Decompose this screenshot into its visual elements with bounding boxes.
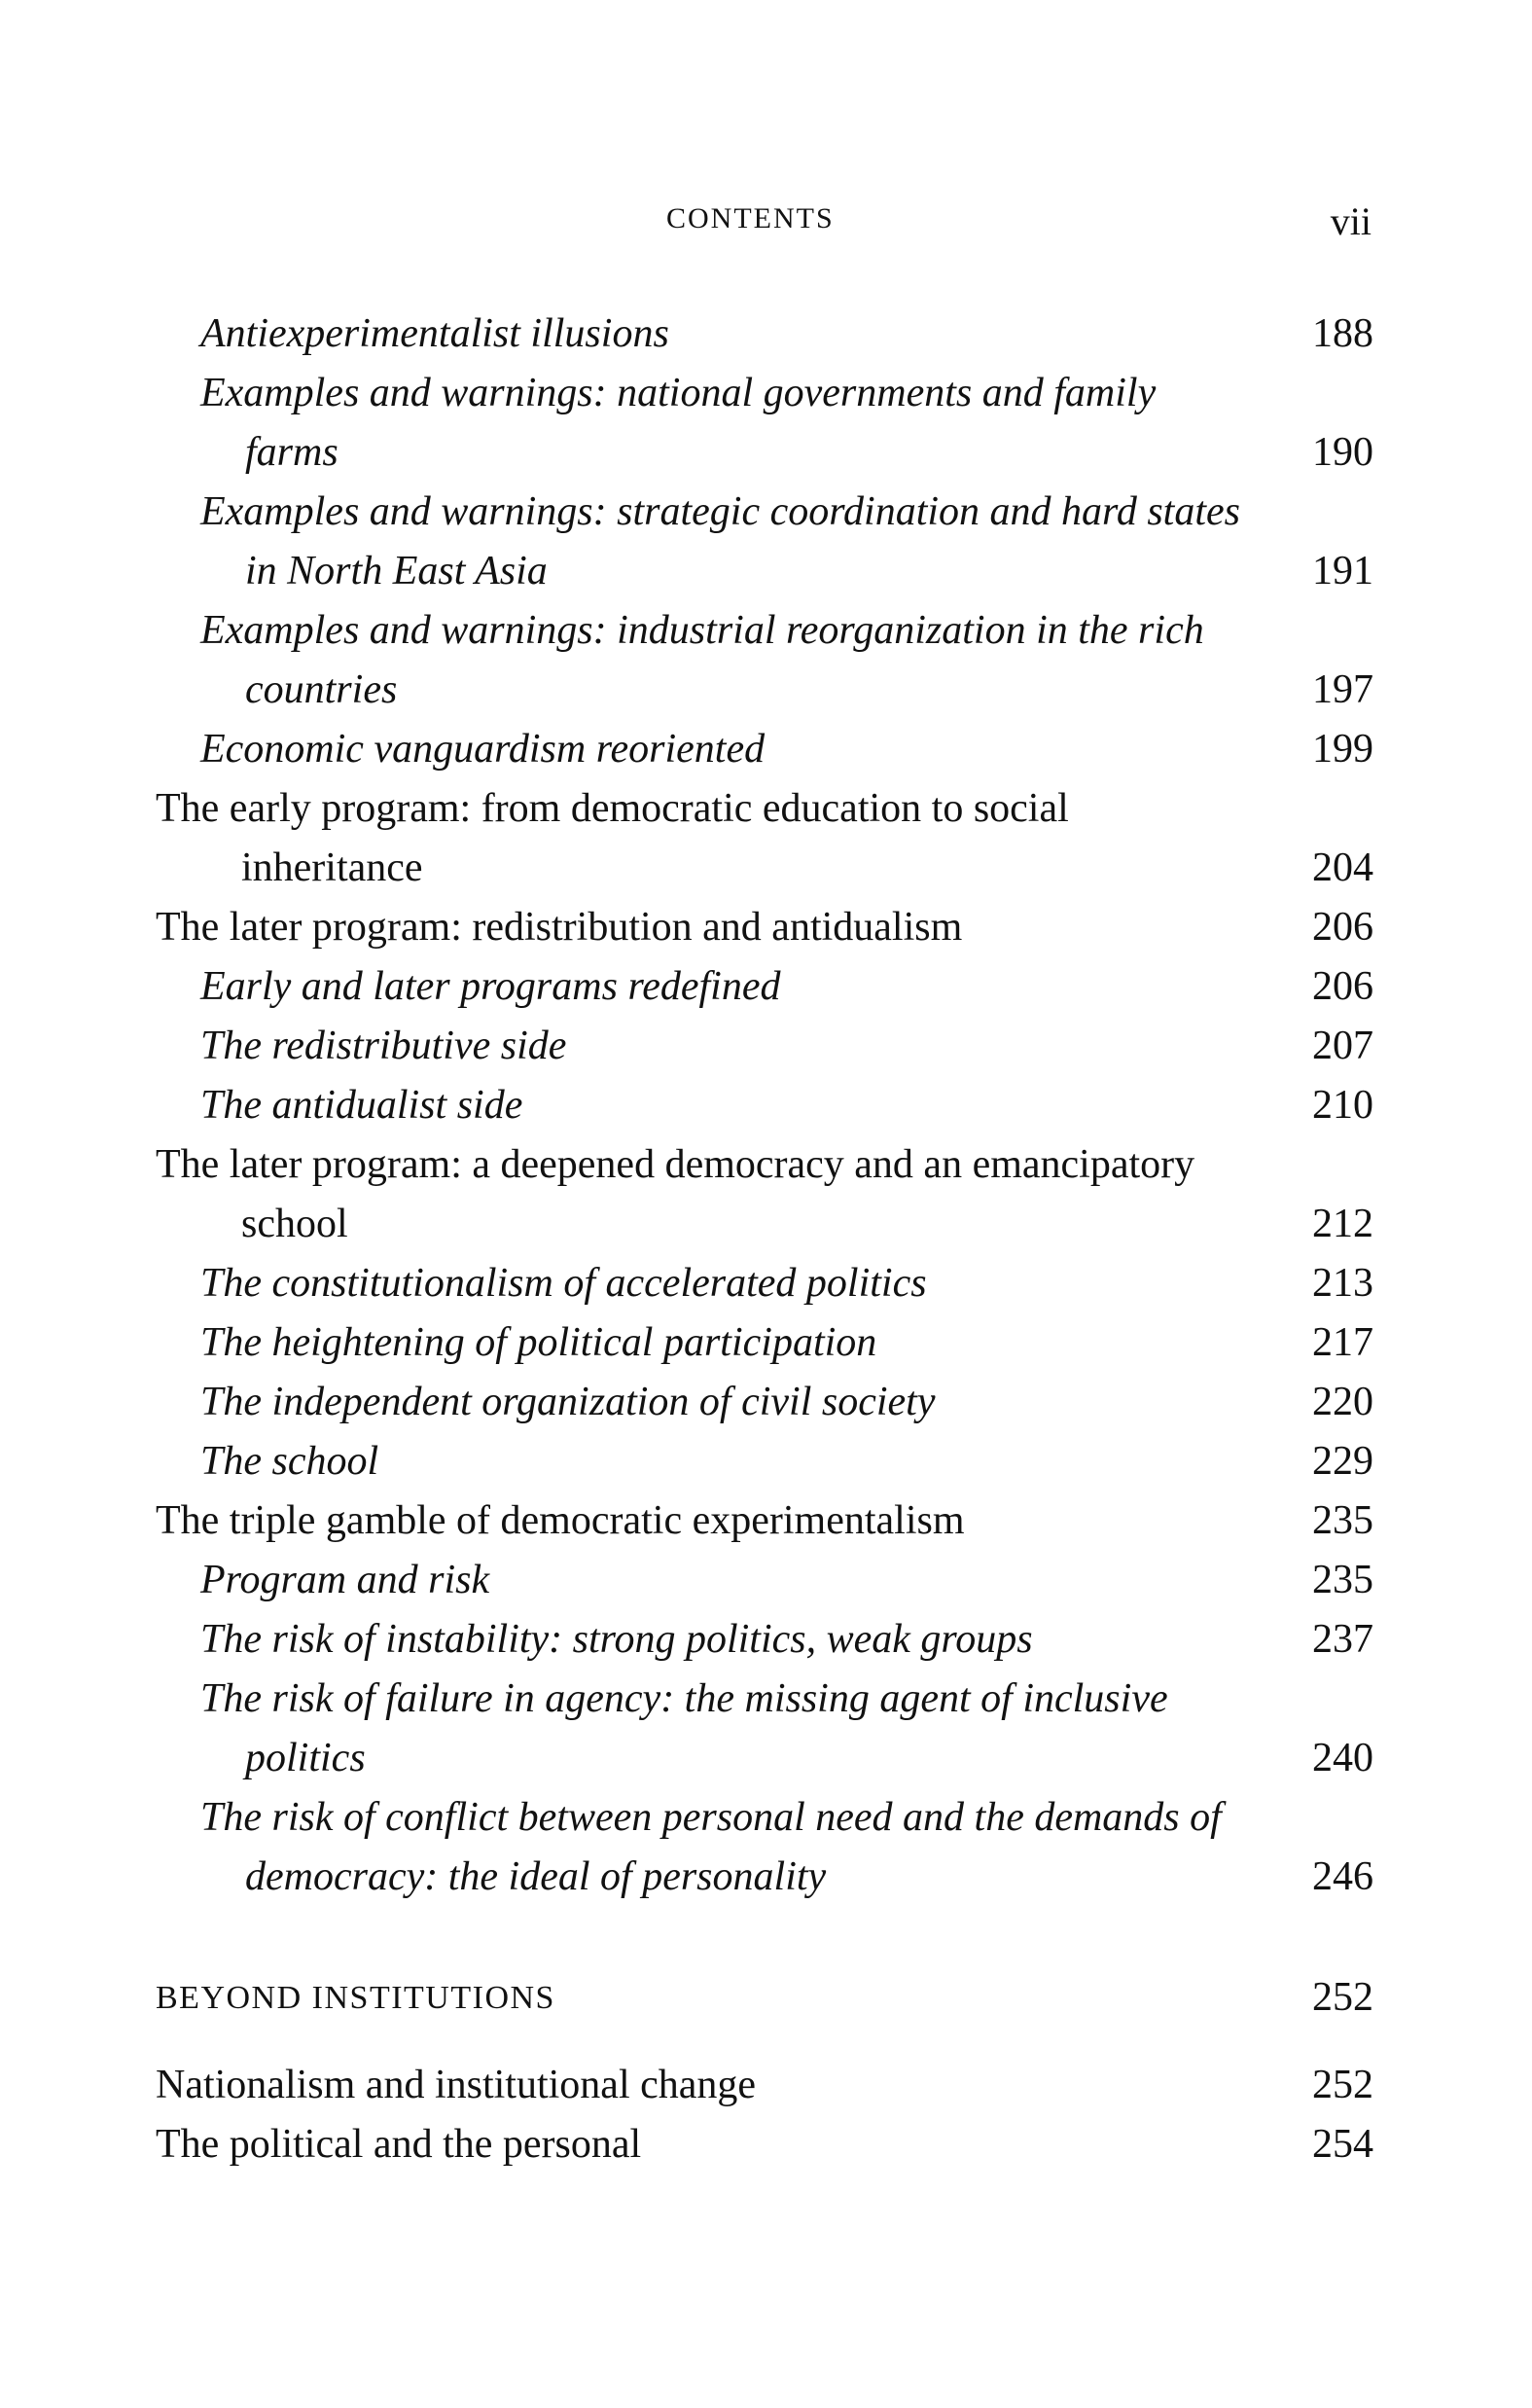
toc-entry-page: 199 xyxy=(1312,727,1373,772)
toc-entry-title: The later program: a deepened democracy and an emancipatory school xyxy=(156,1142,1195,1246)
toc-entry xyxy=(200,1313,1373,1373)
toc-entry-title: Examples and warnings: industrial reorganization in the rich countries xyxy=(200,608,1204,712)
toc-entry-title: The risk of conflict between personal need and the demands of democracy: the ideal of personality xyxy=(200,1795,1222,1899)
toc-entry xyxy=(156,2115,1373,2174)
toc-entry-page: 206 xyxy=(1312,964,1373,1009)
toc-entry-page: 254 xyxy=(1312,2122,1373,2167)
table-of-contents xyxy=(156,305,1373,2174)
toc-entry-page: 206 xyxy=(1312,905,1373,950)
toc-entry-page: 237 xyxy=(1312,1617,1373,1662)
toc-entry-title: The triple gamble of democratic experimentalism xyxy=(156,1498,965,1543)
toc-entry-title: Program and risk xyxy=(200,1558,490,1602)
toc-entry xyxy=(200,1432,1373,1492)
toc-entry xyxy=(200,364,1373,483)
toc-entry-page: 212 xyxy=(1312,1202,1373,1246)
toc-entry-page: 204 xyxy=(1312,845,1373,890)
toc-entry-title: The risk of instability: strong politics, weak groups xyxy=(200,1617,1033,1662)
toc-entry-title: Economic vanguardism reoriented xyxy=(200,727,766,772)
section-entries xyxy=(156,2056,1373,2174)
running-head xyxy=(156,199,1372,261)
toc-entry-title: The later program: redistribution and antidualism xyxy=(156,905,963,950)
toc-entry-title: The independent organization of civil society xyxy=(200,1380,936,1424)
toc-entry-title: Early and later programs redefined xyxy=(200,964,781,1009)
toc-entry xyxy=(200,1017,1373,1076)
toc-entry-title: The heightening of political participation xyxy=(200,1320,877,1365)
toc-entry xyxy=(200,720,1373,779)
toc-entry xyxy=(156,1135,1373,1254)
toc-entry xyxy=(156,898,1373,957)
toc-entry-page: 207 xyxy=(1312,1024,1373,1068)
toc-entry-title: The school xyxy=(200,1439,379,1484)
toc-entry-page: 190 xyxy=(1312,430,1373,475)
toc-entry xyxy=(156,2056,1373,2115)
toc-section-heading xyxy=(156,1968,1373,2028)
toc-entry-page: 240 xyxy=(1312,1736,1373,1780)
toc-entry xyxy=(200,1788,1373,1907)
toc-entry xyxy=(156,779,1373,898)
toc-entry-title: The antidualist side xyxy=(200,1083,523,1128)
toc-entry xyxy=(200,305,1373,364)
toc-entry-page: 246 xyxy=(1312,1854,1373,1899)
toc-entry-page: 235 xyxy=(1312,1498,1373,1543)
toc-entry xyxy=(200,957,1373,1017)
toc-entry-page: 210 xyxy=(1312,1083,1373,1128)
page-number: vii xyxy=(1330,199,1372,243)
section-title: BEYOND INSTITUTIONS xyxy=(156,1980,555,2016)
toc-entry-title: The constitutionalism of accelerated politics xyxy=(200,1261,927,1306)
toc-entry-page: 220 xyxy=(1312,1380,1373,1424)
toc-entry-page: 213 xyxy=(1312,1261,1373,1306)
toc-entry xyxy=(200,1670,1373,1788)
toc-entry-page: 229 xyxy=(1312,1439,1373,1484)
toc-entry xyxy=(200,1254,1373,1313)
toc-entry-title: The early program: from democratic education to social inheritance xyxy=(156,786,1069,890)
toc-entry xyxy=(156,1492,1373,1551)
toc-entry xyxy=(200,1551,1373,1610)
toc-entries xyxy=(156,305,1373,1907)
toc-entry-page: 252 xyxy=(1312,2063,1373,2107)
toc-entry xyxy=(200,1076,1373,1135)
toc-entry-page: 188 xyxy=(1312,311,1373,356)
toc-entry-title: Examples and warnings: strategic coordination and hard states in North East Asia xyxy=(200,489,1241,593)
toc-entry-title: Antiexperimentalist illusions xyxy=(200,311,669,356)
toc-entry-page: 197 xyxy=(1312,667,1373,712)
toc-entry-title: Nationalism and institutional change xyxy=(156,2063,757,2107)
toc-entry-page: 235 xyxy=(1312,1558,1373,1602)
toc-entry xyxy=(200,1610,1373,1670)
toc-entry xyxy=(200,483,1373,601)
toc-entry-title: Examples and warnings: national governments and family farms xyxy=(200,371,1157,475)
toc-entry-title: The political and the personal xyxy=(156,2122,642,2167)
toc-entry xyxy=(200,1373,1373,1432)
toc-entry-page: 217 xyxy=(1312,1320,1373,1365)
running-title: CONTENTS xyxy=(666,202,835,234)
toc-entry-title: The redistributive side xyxy=(200,1024,567,1068)
toc-entry-title: The risk of failure in agency: the missing agent of inclusive politics xyxy=(200,1676,1168,1780)
toc-entry-page: 191 xyxy=(1312,549,1373,593)
toc-entry xyxy=(200,601,1373,720)
section-page: 252 xyxy=(1312,1975,1373,2020)
